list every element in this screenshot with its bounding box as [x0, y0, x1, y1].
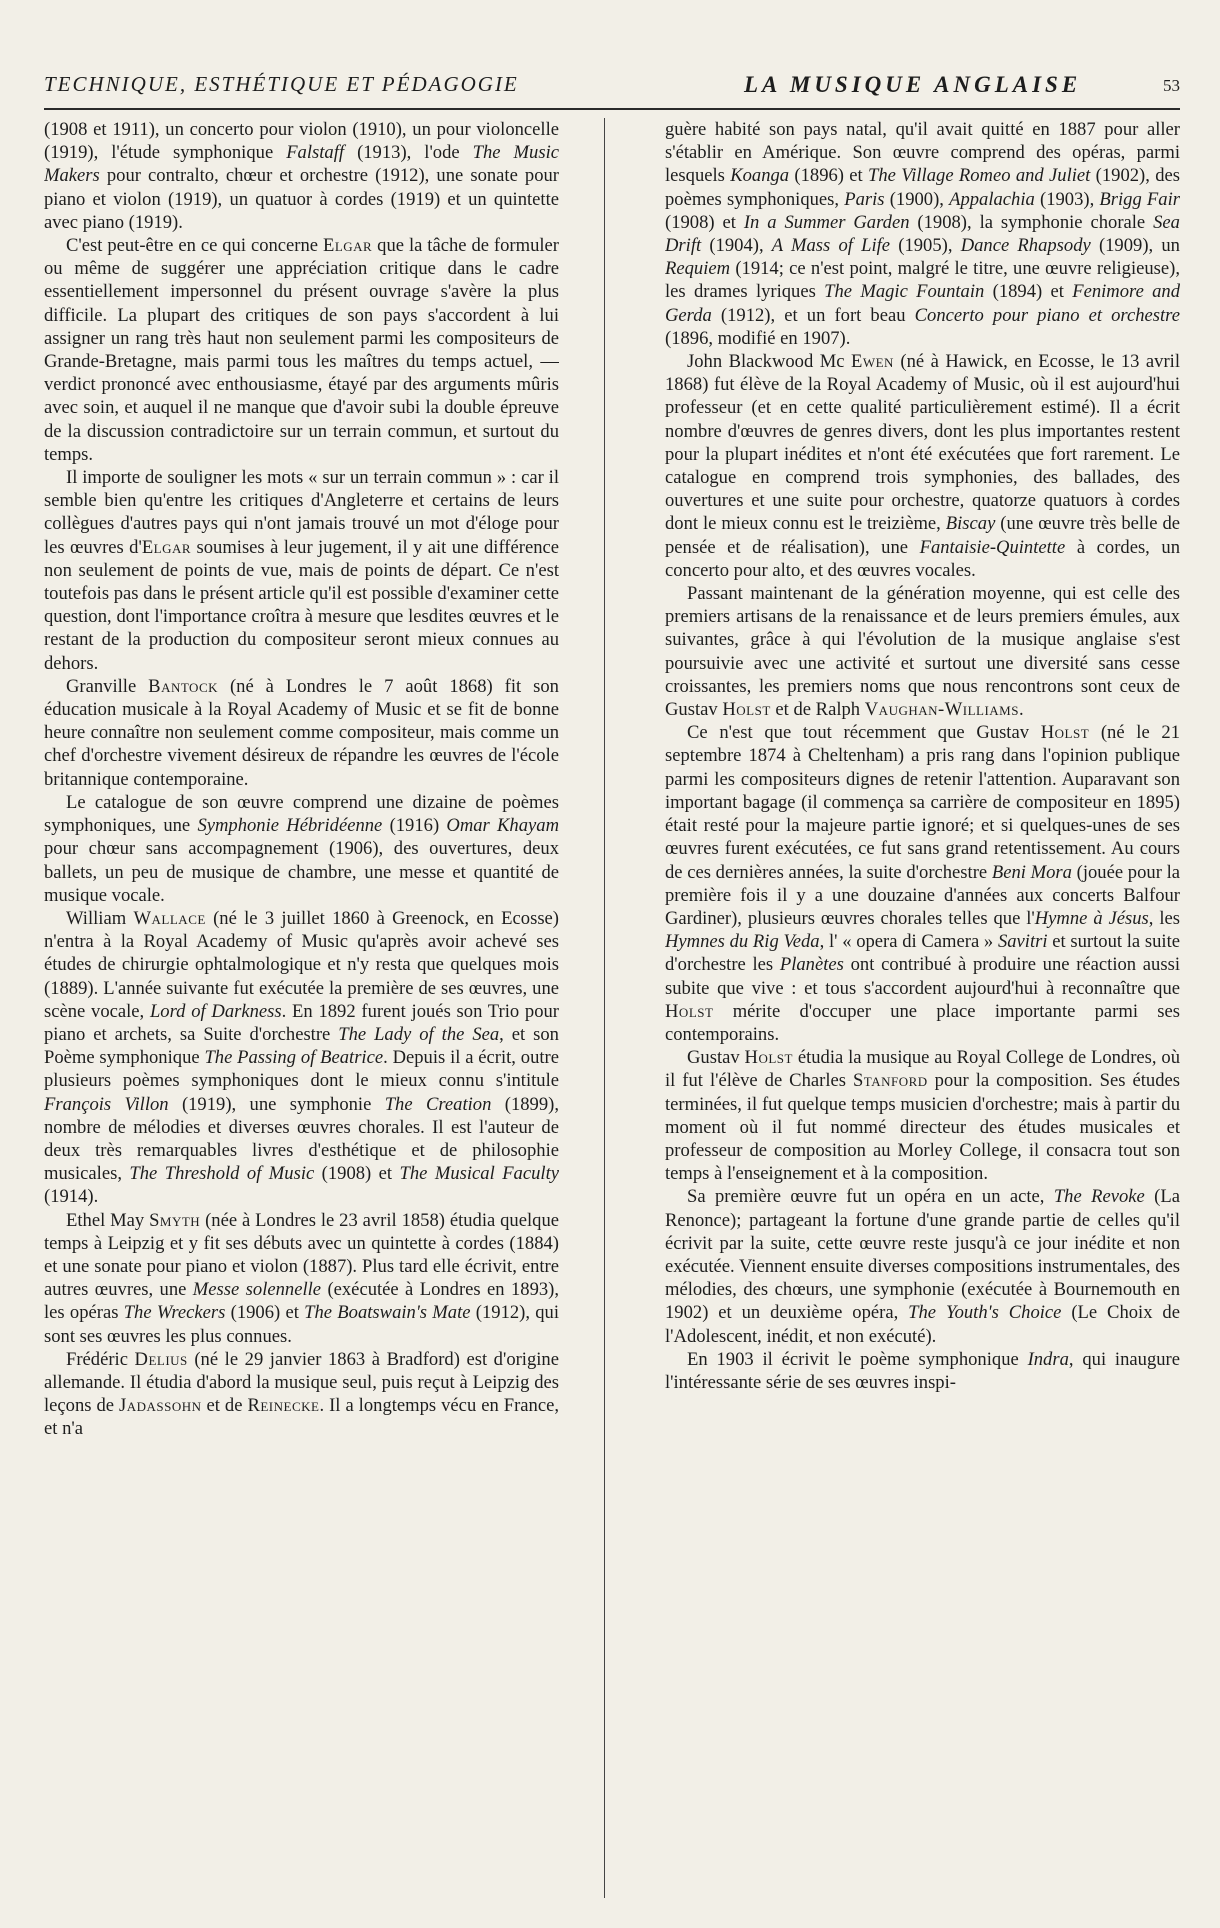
paragraph: (1908 et 1911), un concerto pour violon (1910), un pour violoncelle (1919), l'étude symphonique Falstaff (1913), l'ode The Music Makers pour contralto, chœur et orchestre (1912), une sonate pour piano et violon (1919), un quatuor à cordes (1919) et un quintette avec piano (1919).: [44, 119, 559, 233]
header-left-title: TECHNIQUE, ESTHÉTIQUE ET PÉDAGOGIE: [44, 72, 519, 96]
paragraph: Frédéric Delius (né le 29 janvier 1863 à Bradford) est d'origine allemande. Il étudia d'abord la musique seul, puis reçut à Leipzig des leçons de Jadassohn et de Reinecke. Il a longtemps vécu en France, et n'a: [44, 1348, 559, 1440]
paragraph: Granville Bantock (né à Londres le 7 août 1868) fit son éducation musicale à la Royal Academy of Music et se fit de bonne heure connaître non seulement comme compositeur, mais comme un chef d'orchestre vivement désireux de répandre les œuvres de l'école britannique contemporaine.: [44, 675, 559, 790]
paragraph: Ce n'est que tout récemment que Gustav Holst (né le 21 septembre 1874 à Cheltenham) a pris rang dans l'opinion publique parmi les compositeurs dignes de retenir l'attention. Auparavant son important bagage (il commença sa carrière de compositeur en 1895) était resté pour la majeure partie ignoré; et si quelques-unes de ses œuvres furent exécutées, ce fut sans grand retentissement. Au cours de ces dernières années, la suite d'orchestre Beni Mora (jouée pour la première fois il y a une douzaine d'années aux concerts Balfour Gardiner), plusieurs œuvres chorales telles que l'Hymne à Jésus, les Hymnes du Rig Veda, l' « opera di Camera » Savitri et surtout la suite d'orchestre les Planètes ont contribué à produire une réaction aussi subite que vive : et tous s'accordent aujourd'hui à reconnaître que Holst mérite d'occuper une place importante parmi ses contemporains.: [665, 722, 1180, 1045]
paragraph: Passant maintenant de la génération moyenne, qui est celle des premiers artisans de la renaissance et de leurs premiers émules, aux suivantes, grâce à qui l'évolution de la musique anglaise s'est poursuivie avec une activité et surtout une diversité sans cesse croissantes, les premiers noms que nous rencontrons sont ceux de Gustav Holst et de Ralph Vaughan-Williams.: [665, 583, 1180, 721]
paragraph: Gustav Holst étudia la musique au Royal College de Londres, où il fut l'élève de Charles Stanford pour la composition. Ses études terminées, il fut quelque temps musicien d'orchestre; mais à partir du moment où il fut nommé directeur des études musicales et professeur de composition au Morley College, il consacra tout son temps à l'enseignement et à la composition.: [665, 1047, 1180, 1185]
page-number: 53: [1163, 76, 1180, 95]
paragraph: Il importe de souligner les mots « sur un terrain commun » : car il semble bien qu'entre les critiques d'Angleterre et certains de leurs collègues d'autres pays qui n'ont jamais trouvé un mot d'éloge pour les œuvres d'Elgar soumises à leur jugement, il y ait une différence non seulement de points de vue, mais de points de départ. Ce n'est toutefois pas dans le présent article qu'il est possible d'examiner cette question, dont l'importance croîtra à mesure que lesdites œuvres et le restant de la production du compositeur seront mieux connues au dehors.: [44, 467, 559, 674]
paragraph: Le catalogue de son œuvre comprend une dizaine de poèmes symphoniques, une Symphonie Hébridéenne (1916) Omar Khayam pour chœur sans accompagnement (1906), des ouvertures, deux ballets, un peu de musique de chambre, une messe et quantité de musique vocale.: [44, 791, 559, 906]
right-column: [665, 118, 1180, 1898]
text-columns: [44, 118, 1180, 1898]
header-right-title: LA MUSIQUE ANGLAISE: [744, 72, 1082, 97]
left-column: [44, 118, 559, 1898]
paragraph: guère habité son pays natal, qu'il avait quitté en 1887 pour aller s'établir en Amérique. Son œuvre comprend des opéras, parmi lesquels Koanga (1896) et The Village Romeo and Juliet (1902), des poèmes symphoniques, Paris (1900), Appalachia (1903), Brigg Fair (1908) et In a Summer Garden (1908), la symphonie chorale Sea Drift (1904), A Mass of Life (1905), Dance Rhapsody (1909), un Requiem (1914; ce n'est point, malgré le titre, une œuvre religieuse), les drames lyriques The Magic Fountain (1894) et Fenimore and Gerda (1912), et un fort beau Concerto pour piano et orchestre (1896, modifié en 1907).: [665, 119, 1180, 349]
paragraph: William Wallace (né le 3 juillet 1860 à Greenock, en Ecosse) n'entra à la Royal Academy of Music qu'après avoir achevé ses études de chirurgie ophtalmologique et n'y resta que quelques mois (1889). L'année suivante fut exécutée la première de ses œuvres, une scène vocale, Lord of Darkness. En 1892 furent joués son Trio pour piano et archets, sa Suite d'orchestre The Lady of the Sea, et son Poème symphonique The Passing of Beatrice. Depuis il a écrit, outre plusieurs poèmes symphoniques dont le mieux connu s'intitule François Villon (1919), une symphonie The Creation (1899), nombre de mélodies et diverses œuvres chorales. Il est l'auteur de deux très remarquables livres d'esthétique et de philosophie musicales, The Threshold of Music (1908) et The Musical Faculty (1914).: [44, 907, 559, 1208]
running-header: [44, 72, 1180, 106]
paragraph: John Blackwood Mc Ewen (né à Hawick, en Ecosse, le 13 avril 1868) fut élève de la Royal Academy of Music, où il est aujourd'hui professeur (et en cette qualité particulièrement estimé). Il a écrit nombre d'œuvres de genres divers, dont les plus importantes restent pour la plupart inédites et n'ont été exécutées que fort rarement. Le catalogue en comprend trois symphonies, des ballades, des ouvertures et une suite pour orchestre, quatorze quatuors à cordes dont le mieux connu est le treizième, Biscay (une œuvre très belle de pensée et de réalisation), une Fantaisie-Quintette à cordes, un concerto pour alto, et des œuvres vocales.: [665, 351, 1180, 581]
paragraph: Ethel May Smyth (née à Londres le 23 avril 1858) étudia quelque temps à Leipzig et y fit ses débuts avec un quintette à cordes (1884) et une sonate pour piano et violon (1887). Plus tard elle écrivit, entre autres œuvres, une Messe solennelle (exécutée à Londres en 1893), les opéras The Wreckers (1906) et The Boatswain's Mate (1912), qui sont ses œuvres les plus connues.: [44, 1209, 559, 1347]
column-divider: [604, 118, 605, 1898]
paragraph: Sa première œuvre fut un opéra en un acte, The Revoke (La Renonce); partageant la fortune d'une grande partie de celles qu'il écrivit par la suite, cette œuvre reste jusqu'à ce jour inédite et non exécutée. Viennent ensuite diverses compositions instrumentales, des mélodies, des chœurs, une symphonie (exécutée à Bournemouth en 1902) et un deuxième opéra, The Youth's Choice (Le Choix de l'Adolescent, inédit, et non exécuté).: [665, 1186, 1180, 1347]
header-rule: [44, 108, 1180, 110]
paragraph: En 1903 il écrivit le poème symphonique Indra, qui inaugure l'intéressante série de ses œuvres inspi-: [665, 1348, 1180, 1393]
paragraph: C'est peut-être en ce qui concerne Elgar que la tâche de formuler ou même de suggérer une appréciation critique dans le cadre essentiellement impersonnel du présent ouvrage s'avère la plus difficile. La plupart des critiques de son pays s'accordent à lui assigner un rang très haut non seulement parmi les compositeurs de Grande-Bretagne, mais parmi tous les maîtres du temps actuel, — verdict prononcé avec enthousiasme, étayé par des arguments mûris avec soin, et auquel il ne manque que d'avoir subi la double épreuve de la discussion contradictoire sur un terrain commun, et surtout du temps.: [44, 235, 559, 465]
